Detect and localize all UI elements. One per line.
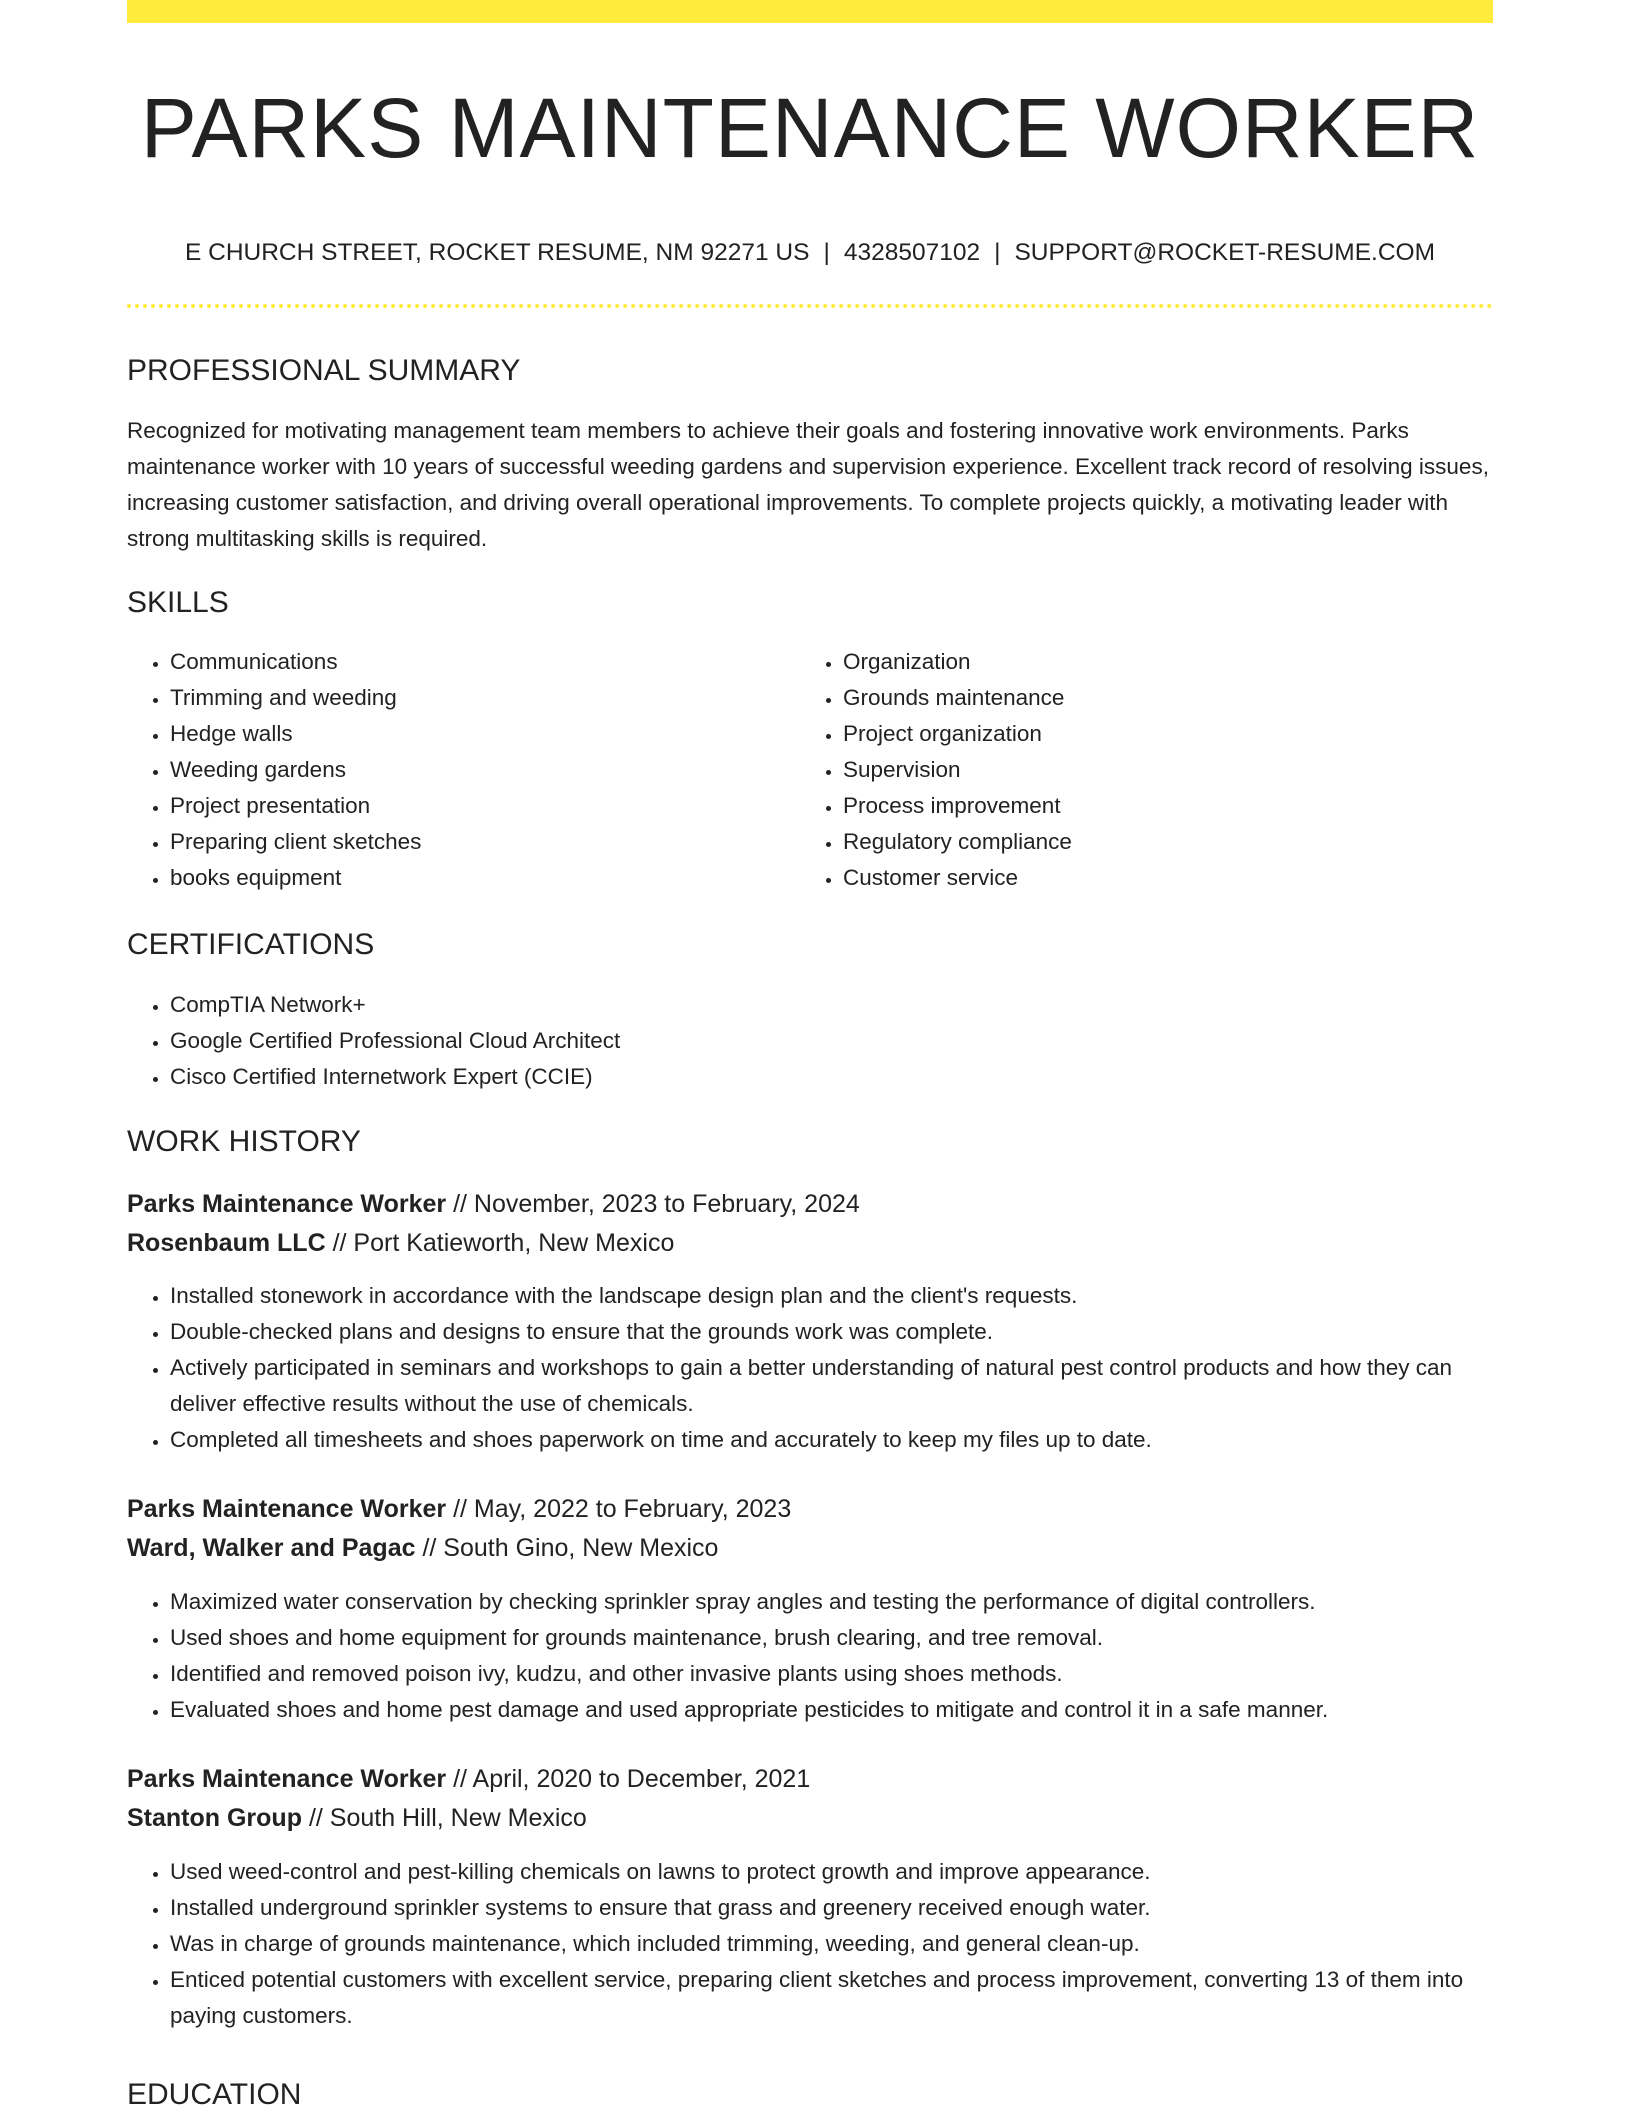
section-heading-summary: PROFESSIONAL SUMMARY — [127, 354, 521, 387]
skill-item: • Customer service — [843, 860, 1493, 896]
job-title: Parks Maintenance Worker — [127, 1765, 447, 1793]
job-location: // South Gino, New Mexico — [422, 1534, 719, 1562]
job-bullet: • Installed stonework in accordance with the landscape design plan and the client's requests. — [170, 1278, 1493, 1314]
contact-phone: 4328507102 — [843, 239, 981, 266]
job-title-line — [127, 1761, 810, 1797]
skills-list-left — [127, 644, 790, 896]
certification-item: • CompTIA Network+ — [170, 987, 1490, 1023]
job-bullets — [127, 1278, 1493, 1458]
job-bullet: • Evaluated shoes and home pest damage and used appropriate pesticides to mitigate and control it in a safe manner. — [170, 1692, 1493, 1728]
job-bullet: • Installed underground sprinkler systems to ensure that grass and greenery received enough water. — [170, 1890, 1493, 1926]
skill-item: • Regulatory compliance — [843, 824, 1493, 860]
job-bullet: • Enticed potential customers with excellent service, preparing client sketches and process improvement, converting 13 of them into paying customers. — [170, 1962, 1493, 2034]
summary-text: Recognized for motivating management team members to achieve their goals and fostering innovative work environments. Parks maintenance worker with 10 years of successful weeding gardens and supervision experience. Excellent track record of resolving issues, increasing customer satisfaction, and driving overall operational improvements. To complete projects quickly, a motivating leader with strong multitasking skills is required. — [127, 418, 1489, 551]
job-company: Ward, Walker and Pagac — [127, 1534, 416, 1562]
skill-item: • books equipment — [170, 860, 790, 896]
section-heading-certifications: CERTIFICATIONS — [127, 928, 375, 961]
certifications-list — [127, 987, 1490, 1095]
job-company: Rosenbaum LLC — [127, 1229, 326, 1257]
accent-top-bar — [127, 0, 1493, 23]
job-bullet: • Identified and removed poison ivy, kudzu, and other invasive plants using shoes methods. — [170, 1656, 1493, 1692]
skill-item: • Preparing client sketches — [170, 824, 790, 860]
job-bullet: • Actively participated in seminars and workshops to gain a better understanding of natural pest control products and how they can deliver effective results without the use of chemicals. — [170, 1350, 1493, 1422]
contact-line — [127, 236, 1493, 270]
section-heading-education: EDUCATION — [127, 2078, 302, 2111]
job-dates: // April, 2020 to December, 2021 — [453, 1765, 811, 1793]
job-bullet: • Was in charge of grounds maintenance, which included trimming, weeding, and general clean-up. — [170, 1926, 1493, 1962]
skill-item: • Hedge walls — [170, 716, 790, 752]
skill-item: • Process improvement — [843, 788, 1493, 824]
skill-item: • Weeding gardens — [170, 752, 790, 788]
job-bullets — [127, 1854, 1493, 2034]
skill-item: • Grounds maintenance — [843, 680, 1493, 716]
skill-item: • Trimming and weeding — [170, 680, 790, 716]
skill-item: • Communications — [170, 644, 790, 680]
job-location: // Port Katieworth, New Mexico — [332, 1229, 675, 1257]
dotted-divider — [127, 304, 1493, 308]
job-location: // South Hill, New Mexico — [308, 1804, 587, 1832]
job-company-line — [127, 1530, 718, 1566]
skill-item: • Supervision — [843, 752, 1493, 788]
job-dates: // November, 2023 to February, 2024 — [453, 1190, 860, 1218]
contact-separator: | — [994, 239, 1001, 266]
resume-name: PARKS MAINTENANCE WORKER — [140, 81, 1480, 175]
contact-separator: | — [823, 239, 830, 266]
contact-address: E CHURCH STREET, ROCKET RESUME, NM 92271 US — [185, 239, 810, 266]
job-bullet: • Used weed-control and pest-killing chemicals on lawns to protect growth and improve appearance. — [170, 1854, 1493, 1890]
skill-item: • Organization — [843, 644, 1493, 680]
job-bullet: • Used shoes and home equipment for grounds maintenance, brush clearing, and tree removal. — [170, 1620, 1493, 1656]
job-company-line — [127, 1800, 587, 1836]
job-title-line — [127, 1491, 791, 1527]
job-bullet: • Maximized water conservation by checking sprinkler spray angles and testing the performance of digital controllers. — [170, 1584, 1493, 1620]
skill-item: • Project presentation — [170, 788, 790, 824]
section-heading-work-history: WORK HISTORY — [127, 1125, 361, 1158]
contact-email: SUPPORT@ROCKET-RESUME.COM — [1014, 239, 1435, 266]
certification-item: • Cisco Certified Internetwork Expert (CCIE) — [170, 1059, 1490, 1095]
job-bullet: • Double-checked plans and designs to ensure that the grounds work was complete. — [170, 1314, 1493, 1350]
job-company: Stanton Group — [127, 1804, 302, 1832]
job-bullets — [127, 1584, 1493, 1728]
job-title: Parks Maintenance Worker — [127, 1495, 447, 1523]
section-heading-skills: SKILLS — [127, 586, 229, 619]
certification-item: • Google Certified Professional Cloud Architect — [170, 1023, 1490, 1059]
job-title: Parks Maintenance Worker — [127, 1190, 447, 1218]
skills-list-right — [800, 644, 1493, 896]
skill-item: • Project organization — [843, 716, 1493, 752]
job-bullet: • Completed all timesheets and shoes paperwork on time and accurately to keep my files up to date. — [170, 1422, 1493, 1458]
job-title-line — [127, 1186, 860, 1222]
job-dates: // May, 2022 to February, 2023 — [453, 1495, 792, 1523]
job-company-line — [127, 1225, 674, 1261]
